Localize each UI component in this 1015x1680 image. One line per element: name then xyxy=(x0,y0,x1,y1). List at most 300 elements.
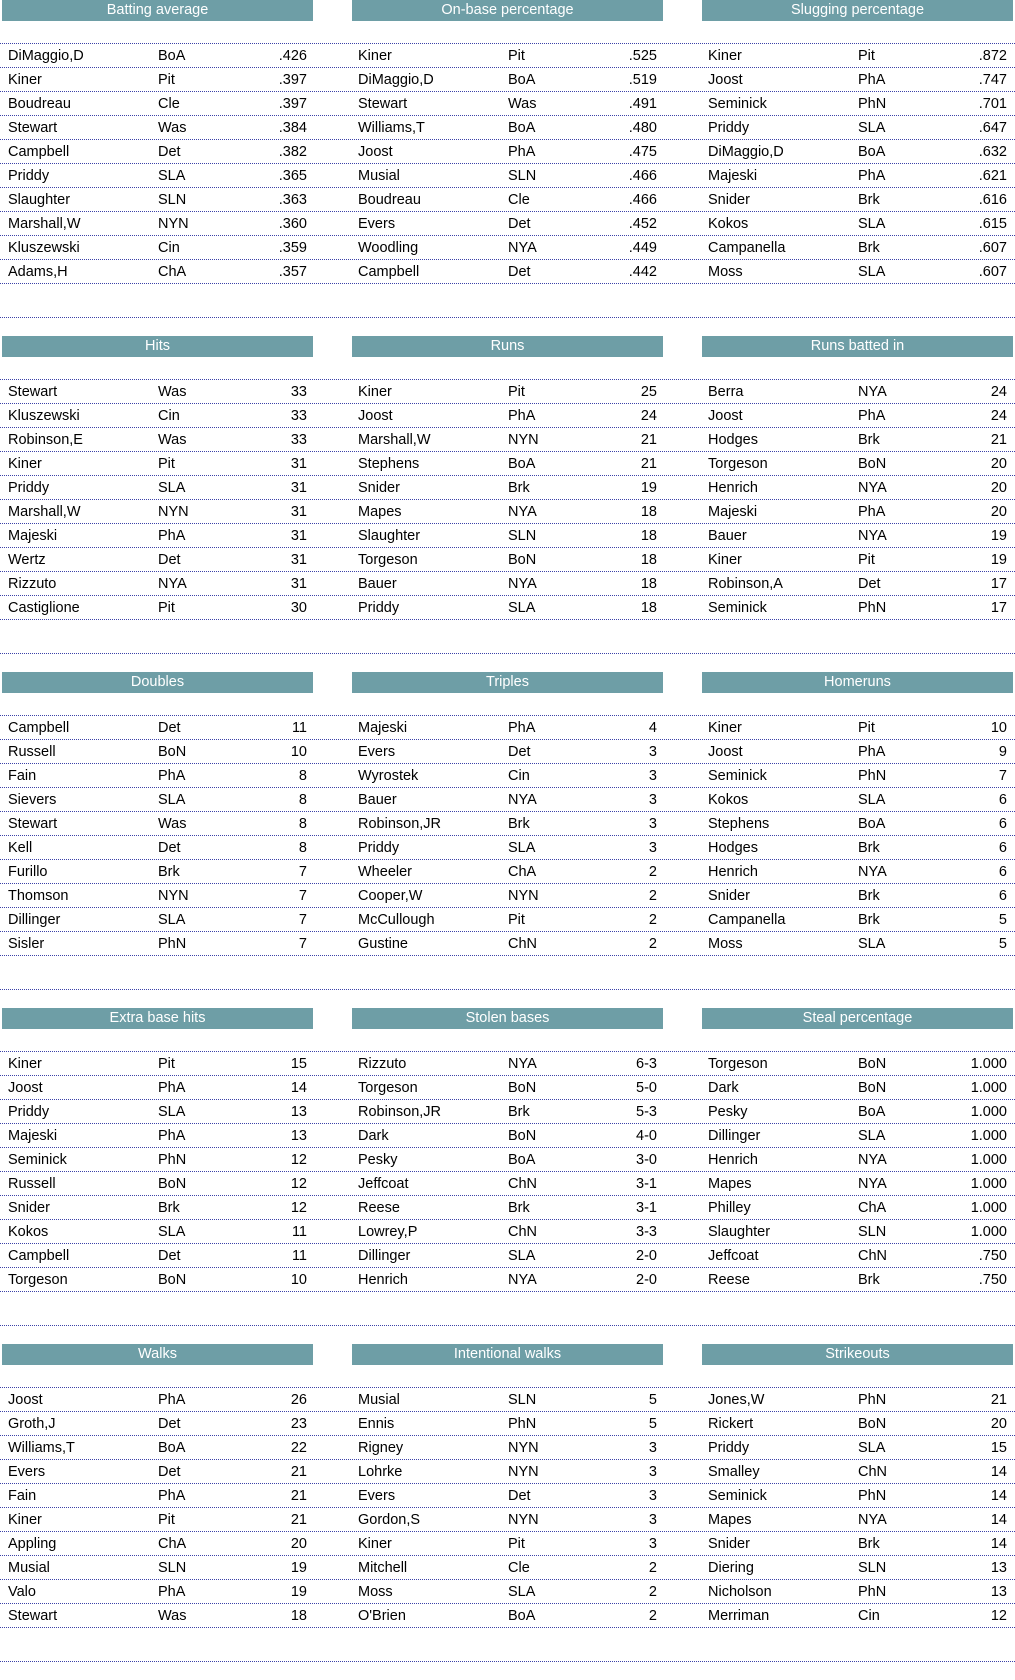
team-code: PhA xyxy=(858,744,886,760)
stat-value: 18 xyxy=(290,1608,307,1624)
table-row xyxy=(702,237,1013,261)
team-code: Was xyxy=(508,96,537,112)
stat-value: 5 xyxy=(648,1392,657,1408)
table-row xyxy=(352,1269,663,1293)
team-code: BoA xyxy=(858,816,886,832)
table-row xyxy=(702,1269,1013,1293)
stat-value: 13 xyxy=(990,1560,1007,1576)
table-row xyxy=(702,1221,1013,1245)
team-code: Brk xyxy=(858,888,880,904)
table-row xyxy=(2,1533,313,1557)
team-code: Pit xyxy=(858,48,875,64)
team-code: SLN xyxy=(158,192,187,208)
team-code: PhN xyxy=(858,1488,887,1504)
player-name: Bauer xyxy=(708,528,747,544)
stat-value: 18 xyxy=(640,528,657,544)
player-name: Henrich xyxy=(708,1152,758,1168)
table-row xyxy=(352,549,663,573)
player-name: Kokos xyxy=(708,792,749,808)
table-row xyxy=(2,1149,313,1173)
table-row xyxy=(702,1437,1013,1461)
stat-value: 3 xyxy=(648,1488,657,1504)
stat-value: 1.000 xyxy=(970,1080,1007,1096)
table-row xyxy=(2,381,313,405)
stat-table-header: Walks xyxy=(2,1344,313,1365)
stat-value: 1.000 xyxy=(970,1224,1007,1240)
team-code: Brk xyxy=(508,1104,530,1120)
table-row xyxy=(2,1269,313,1293)
stat-value: 5 xyxy=(998,912,1007,928)
player-name: Evers xyxy=(8,1464,46,1480)
table-row xyxy=(2,237,313,261)
stat-value: 22 xyxy=(290,1440,307,1456)
table-row xyxy=(702,117,1013,141)
player-name: Musial xyxy=(358,168,400,184)
player-name: Snider xyxy=(8,1200,50,1216)
player-name: Marshall,W xyxy=(358,432,431,448)
team-code: Det xyxy=(158,720,181,736)
team-code: BoA xyxy=(508,72,536,88)
player-name: Seminick xyxy=(708,96,767,112)
table-row xyxy=(352,1173,663,1197)
table-row xyxy=(352,573,663,597)
player-name: Woodling xyxy=(358,240,419,256)
table-row xyxy=(352,1149,663,1173)
player-name: Ennis xyxy=(358,1416,395,1432)
stat-value: .872 xyxy=(978,48,1007,64)
player-name: Gustine xyxy=(358,936,408,952)
stat-value: 1.000 xyxy=(970,1056,1007,1072)
player-name: Henrich xyxy=(358,1272,408,1288)
stat-value: 5-3 xyxy=(636,1104,657,1120)
player-name: Furillo xyxy=(8,864,48,880)
stat-value: 3-1 xyxy=(636,1200,657,1216)
table-row xyxy=(352,1221,663,1245)
player-name: Dillinger xyxy=(358,1248,411,1264)
table-row xyxy=(702,741,1013,765)
stat-table xyxy=(2,672,313,952)
stat-value: 7 xyxy=(298,912,307,928)
stat-table xyxy=(702,1344,1013,1624)
table-row xyxy=(702,1533,1013,1557)
stat-value: 2 xyxy=(648,1608,657,1624)
stat-table-header: Doubles xyxy=(2,672,313,693)
stat-value: 7 xyxy=(298,936,307,952)
stat-value: 2 xyxy=(648,888,657,904)
team-code: BoN xyxy=(508,1128,537,1144)
player-name: Priddy xyxy=(8,480,50,496)
table-row xyxy=(2,1437,313,1461)
player-name: Adams,H xyxy=(8,264,68,280)
table-row xyxy=(2,1125,313,1149)
team-code: NYA xyxy=(858,528,887,544)
table-row xyxy=(352,117,663,141)
team-code: Was xyxy=(158,384,187,400)
stat-value: 4-0 xyxy=(636,1128,657,1144)
table-row xyxy=(702,1485,1013,1509)
table-row xyxy=(352,1485,663,1509)
player-name: Fain xyxy=(8,1488,37,1504)
player-name: Joost xyxy=(708,744,743,760)
team-code: ChN xyxy=(508,936,538,952)
table-row xyxy=(352,501,663,525)
stat-value: 7 xyxy=(998,768,1007,784)
stat-table-header: Extra base hits xyxy=(2,1008,313,1029)
team-code: Brk xyxy=(858,1272,880,1288)
player-name: Majeski xyxy=(8,1128,58,1144)
player-name: Boudreau xyxy=(8,96,71,112)
stat-value: 20 xyxy=(290,1536,307,1552)
table-row xyxy=(352,453,663,477)
player-name: Evers xyxy=(358,744,396,760)
table-row xyxy=(352,213,663,237)
table-row xyxy=(352,405,663,429)
stat-value: .452 xyxy=(628,216,657,232)
table-row xyxy=(352,189,663,213)
table-row xyxy=(352,1053,663,1077)
team-code: BoN xyxy=(858,1416,887,1432)
stat-value: 18 xyxy=(640,600,657,616)
team-code: Pit xyxy=(158,456,175,472)
stat-value: 13 xyxy=(290,1104,307,1120)
stat-value: 30 xyxy=(290,600,307,616)
stat-value: 1.000 xyxy=(970,1176,1007,1192)
stat-value: 20 xyxy=(990,456,1007,472)
stat-value: 3 xyxy=(648,840,657,856)
table-row xyxy=(2,1389,313,1413)
team-code: ChN xyxy=(508,1176,538,1192)
player-name: Kell xyxy=(8,840,33,856)
table-row xyxy=(702,93,1013,117)
stat-table-header: Homeruns xyxy=(702,672,1013,693)
table-row xyxy=(702,573,1013,597)
player-name: Dark xyxy=(708,1080,739,1096)
table-row xyxy=(352,525,663,549)
stat-value: 24 xyxy=(640,408,657,424)
player-name: Campbell xyxy=(8,720,70,736)
player-name: Diering xyxy=(708,1560,754,1576)
stat-value: .363 xyxy=(278,192,307,208)
dotted-separator xyxy=(0,653,1015,654)
table-row xyxy=(2,501,313,525)
player-name: Fain xyxy=(8,768,37,784)
stat-value: 7 xyxy=(298,864,307,880)
stat-value: 3-0 xyxy=(636,1152,657,1168)
stat-table-header: Batting average xyxy=(2,0,313,21)
stat-value: .475 xyxy=(628,144,657,160)
team-code: SLA xyxy=(858,936,886,952)
table-row xyxy=(2,1053,313,1077)
dotted-separator xyxy=(0,715,1015,716)
player-name: Mapes xyxy=(708,1512,752,1528)
player-name: McCullough xyxy=(358,912,435,928)
table-row xyxy=(352,765,663,789)
player-name: Williams,T xyxy=(358,120,425,136)
stat-section xyxy=(0,672,1015,1008)
team-code: PhA xyxy=(158,1392,186,1408)
player-name: Snider xyxy=(708,192,750,208)
team-code: Brk xyxy=(858,840,880,856)
player-name: Boudreau xyxy=(358,192,421,208)
player-name: Kiner xyxy=(358,384,392,400)
stat-table-header: Intentional walks xyxy=(352,1344,663,1365)
table-row xyxy=(352,93,663,117)
team-code: SLA xyxy=(158,912,186,928)
table-row xyxy=(2,1605,313,1629)
stat-value: 11 xyxy=(291,1224,307,1240)
team-code: BoN xyxy=(508,1080,537,1096)
player-name: Kiner xyxy=(708,720,742,736)
player-name: Smalley xyxy=(708,1464,760,1480)
stat-value: 19 xyxy=(290,1560,307,1576)
player-name: Jeffcoat xyxy=(708,1248,759,1264)
dotted-separator xyxy=(0,43,1015,44)
team-code: Det xyxy=(858,576,881,592)
table-row xyxy=(702,717,1013,741)
team-code: ChN xyxy=(508,1224,538,1240)
stat-table xyxy=(2,336,313,616)
team-code: SLN xyxy=(508,168,537,184)
stat-value: 14 xyxy=(990,1536,1007,1552)
team-code: NYA xyxy=(508,240,537,256)
team-code: Det xyxy=(508,264,531,280)
stat-value: 6-3 xyxy=(636,1056,657,1072)
dotted-separator xyxy=(0,379,1015,380)
player-name: Torgeson xyxy=(358,552,418,568)
stat-value: 3-3 xyxy=(636,1224,657,1240)
player-name: Joost xyxy=(358,408,393,424)
player-name: Hodges xyxy=(708,432,758,448)
table-row xyxy=(352,741,663,765)
stat-section xyxy=(0,336,1015,672)
table-row xyxy=(702,45,1013,69)
player-name: Kiner xyxy=(708,48,742,64)
stat-value: 19 xyxy=(290,1584,307,1600)
stat-value: 21 xyxy=(640,432,657,448)
stat-value: 20 xyxy=(990,1416,1007,1432)
stat-table-header: Stolen bases xyxy=(352,1008,663,1029)
table-row xyxy=(2,597,313,621)
stat-value: 31 xyxy=(290,504,307,520)
player-name: Stewart xyxy=(8,1608,58,1624)
team-code: BoN xyxy=(858,456,887,472)
stat-value: .359 xyxy=(278,240,307,256)
table-row xyxy=(352,1437,663,1461)
player-name: Thomson xyxy=(8,888,69,904)
player-name: Kluszewski xyxy=(8,240,80,256)
stat-value: 17 xyxy=(990,576,1007,592)
stat-value: 31 xyxy=(290,552,307,568)
player-name: Wertz xyxy=(8,552,46,568)
team-code: Det xyxy=(508,216,531,232)
player-name: Campanella xyxy=(708,912,786,928)
team-code: ChA xyxy=(858,1200,887,1216)
table-row xyxy=(2,1245,313,1269)
player-name: Rigney xyxy=(358,1440,404,1456)
team-code: PhA xyxy=(508,408,536,424)
player-name: Priddy xyxy=(8,168,50,184)
team-code: Brk xyxy=(158,1200,180,1216)
stat-value: 3 xyxy=(648,1512,657,1528)
team-code: NYN xyxy=(508,1512,539,1528)
player-name: Lohrke xyxy=(358,1464,403,1480)
team-code: NYA xyxy=(858,1176,887,1192)
table-row xyxy=(702,189,1013,213)
team-code: PhA xyxy=(858,72,886,88)
stat-table xyxy=(352,0,663,280)
team-code: SLA xyxy=(858,1128,886,1144)
team-code: SLA xyxy=(158,168,186,184)
player-name: Torgeson xyxy=(708,456,768,472)
stat-value: 33 xyxy=(290,384,307,400)
team-code: Was xyxy=(158,432,187,448)
player-name: Priddy xyxy=(358,840,400,856)
table-row xyxy=(702,261,1013,285)
table-row xyxy=(2,165,313,189)
player-name: Robinson,E xyxy=(8,432,83,448)
stat-value: 2 xyxy=(648,1584,657,1600)
team-code: Brk xyxy=(858,240,880,256)
player-name: Majeski xyxy=(8,528,58,544)
team-code: NYA xyxy=(508,1272,537,1288)
player-name: Joost xyxy=(708,72,743,88)
stat-value: .480 xyxy=(628,120,657,136)
table-row xyxy=(702,813,1013,837)
team-code: PhA xyxy=(158,1128,186,1144)
player-name: Stephens xyxy=(708,816,770,832)
stat-value: .525 xyxy=(628,48,657,64)
table-row xyxy=(702,1077,1013,1101)
team-code: NYA xyxy=(858,1512,887,1528)
player-name: Russell xyxy=(8,744,56,760)
team-code: SLA xyxy=(858,1440,886,1456)
player-name: Kiner xyxy=(8,1056,42,1072)
stat-value: 6 xyxy=(998,792,1007,808)
stat-value: .426 xyxy=(278,48,307,64)
stat-value: 3-1 xyxy=(636,1176,657,1192)
table-row xyxy=(702,501,1013,525)
stat-value: .397 xyxy=(278,72,307,88)
team-code: PhA xyxy=(158,1488,186,1504)
table-row xyxy=(702,1149,1013,1173)
table-row xyxy=(702,525,1013,549)
team-code: Cin xyxy=(158,240,180,256)
team-code: PhA xyxy=(158,1080,186,1096)
team-code: ChA xyxy=(508,864,537,880)
stat-value: .647 xyxy=(978,120,1007,136)
team-code: Pit xyxy=(508,912,525,928)
stat-value: .360 xyxy=(278,216,307,232)
stat-table xyxy=(2,1344,313,1624)
team-code: NYA xyxy=(158,576,187,592)
stat-value: 8 xyxy=(298,792,307,808)
table-row xyxy=(352,1581,663,1605)
player-name: Robinson,JR xyxy=(358,816,442,832)
stat-value: .747 xyxy=(978,72,1007,88)
player-name: Joost xyxy=(8,1080,43,1096)
table-row xyxy=(2,93,313,117)
player-name: Stewart xyxy=(358,96,408,112)
player-name: Priddy xyxy=(358,600,400,616)
player-name: Snider xyxy=(708,1536,750,1552)
stat-value: .397 xyxy=(278,96,307,112)
table-row xyxy=(352,933,663,957)
player-name: Stephens xyxy=(358,456,420,472)
table-row xyxy=(352,237,663,261)
team-code: Was xyxy=(158,816,187,832)
team-code: Brk xyxy=(858,912,880,928)
dotted-separator xyxy=(0,989,1015,990)
team-code: Pit xyxy=(858,552,875,568)
team-code: Det xyxy=(158,552,181,568)
team-code: Was xyxy=(158,120,187,136)
table-row xyxy=(352,1389,663,1413)
player-name: Valo xyxy=(8,1584,36,1600)
player-name: Snider xyxy=(708,888,750,904)
team-code: SLA xyxy=(158,792,186,808)
player-name: Kokos xyxy=(708,216,749,232)
table-row xyxy=(352,261,663,285)
stat-value: 26 xyxy=(290,1392,307,1408)
table-row xyxy=(2,1197,313,1221)
player-name: Slaughter xyxy=(708,1224,771,1240)
table-row xyxy=(2,477,313,501)
stat-value: 3 xyxy=(648,1536,657,1552)
table-row xyxy=(702,381,1013,405)
table-row xyxy=(2,909,313,933)
stat-section xyxy=(0,1008,1015,1344)
team-code: Brk xyxy=(858,1536,880,1552)
stat-table-header: Runs batted in xyxy=(702,336,1013,357)
team-code: SLN xyxy=(858,1560,887,1576)
team-code: NYA xyxy=(858,1152,887,1168)
table-row xyxy=(352,1413,663,1437)
team-code: Brk xyxy=(858,432,880,448)
table-row xyxy=(352,141,663,165)
dotted-separator xyxy=(0,1387,1015,1388)
table-row xyxy=(2,573,313,597)
team-code: BoA xyxy=(158,1440,186,1456)
stat-value: 21 xyxy=(290,1488,307,1504)
table-row xyxy=(702,213,1013,237)
team-code: Cin xyxy=(508,768,530,784)
player-name: Reese xyxy=(358,1200,400,1216)
table-row xyxy=(352,1605,663,1629)
table-row xyxy=(702,597,1013,621)
player-name: Mapes xyxy=(358,504,402,520)
table-row xyxy=(2,1413,313,1437)
player-name: Sisler xyxy=(8,936,45,952)
team-code: PhA xyxy=(158,528,186,544)
team-code: BoA xyxy=(508,1152,536,1168)
team-code: BoN xyxy=(158,1176,187,1192)
player-name: Williams,T xyxy=(8,1440,75,1456)
team-code: SLA xyxy=(158,1224,186,1240)
stat-value: 2 xyxy=(648,864,657,880)
stat-table xyxy=(352,1008,663,1288)
stat-value: 10 xyxy=(290,744,307,760)
team-code: SLA xyxy=(508,840,536,856)
stat-value: 3 xyxy=(648,744,657,760)
stat-value: 12 xyxy=(290,1176,307,1192)
team-code: Cle xyxy=(508,192,530,208)
team-code: NYA xyxy=(858,864,887,880)
stat-table-header: On-base percentage xyxy=(352,0,663,21)
stat-value: .750 xyxy=(978,1248,1007,1264)
stat-value: 31 xyxy=(290,528,307,544)
player-name: Majeski xyxy=(708,504,758,520)
table-row xyxy=(2,1485,313,1509)
